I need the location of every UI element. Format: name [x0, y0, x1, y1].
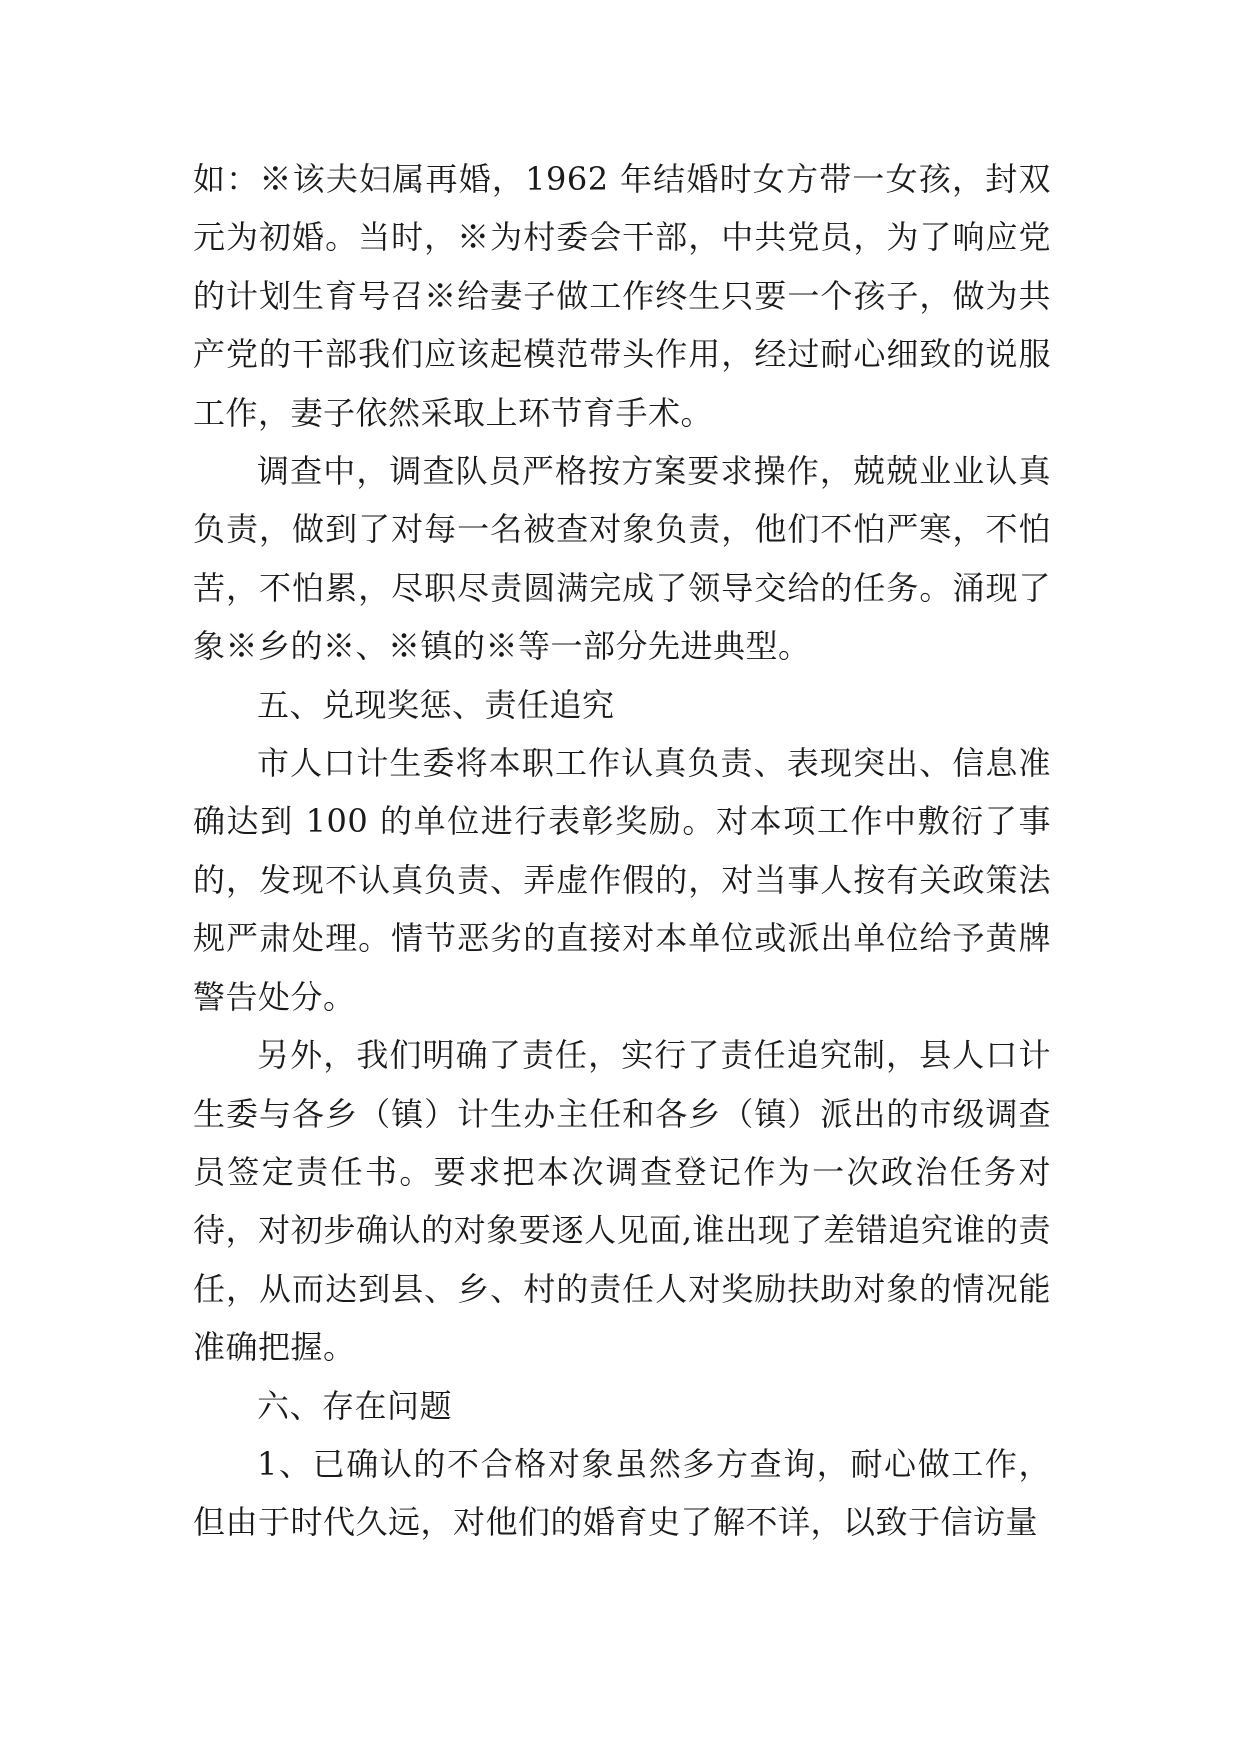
paragraph-rewards: 市人口计生委将本职工作认真负责、表现突出、信息准确达到 100 的单位进行表彰奖励。对本项工作中敷衍了事的，发现不认真负责、弄虚作假的，对当事人按有关政策法规严肃处理。情节恶劣的直接对本单位或派出单位给予黄牌警告处分。	[193, 744, 1051, 1016]
paragraph-problem-1: 1、已确认的不合格对象虽然多方查询，耐心做工作，但由于时代久远，对他们的婚育史了解不详，以致于信访量	[193, 1444, 1051, 1542]
paragraph-investigation: 调查中，调查队员严格按方案要求操作，兢兢业业认真负责，做到了对每一名被查对象负责，他们不怕严寒，不怕苦，不怕累，尽职尽责圆满完成了领导交给的任务。涌现了象※乡的※、※镇的※等一部分先进典型。	[193, 452, 1051, 666]
paragraph-responsibility: 另外，我们明确了责任，实行了责任追究制，县人口计生委与各乡（镇）计生办主任和各乡（镇）派出的市级调查员签定责任书。要求把本次调查登记作为一次政治任务对待，对初步确认的对象要逐人见面,谁出现了差错追究谁的责任，从而达到县、乡、村的责任人对奖励扶助对象的情况能准确把握。	[193, 1036, 1051, 1367]
document-body	[193, 150, 1051, 1552]
section-heading-rewards: 五、兑现奖惩、责任追究	[257, 685, 615, 724]
paragraph-example-case: 如：※该夫妇属再婚，1962 年结婚时女方带一女孩，封双元为初婚。当时，※为村委会干部，中共党员，为了响应党的计划生育号召※给妻子做工作终生只要一个孩子，做为共产党的干部我们应该起模范带头作用，经过耐心细致的说服工作，妻子依然采取上环节育手术。	[193, 160, 1051, 432]
section-heading-problems: 六、存在问题	[257, 1386, 453, 1425]
